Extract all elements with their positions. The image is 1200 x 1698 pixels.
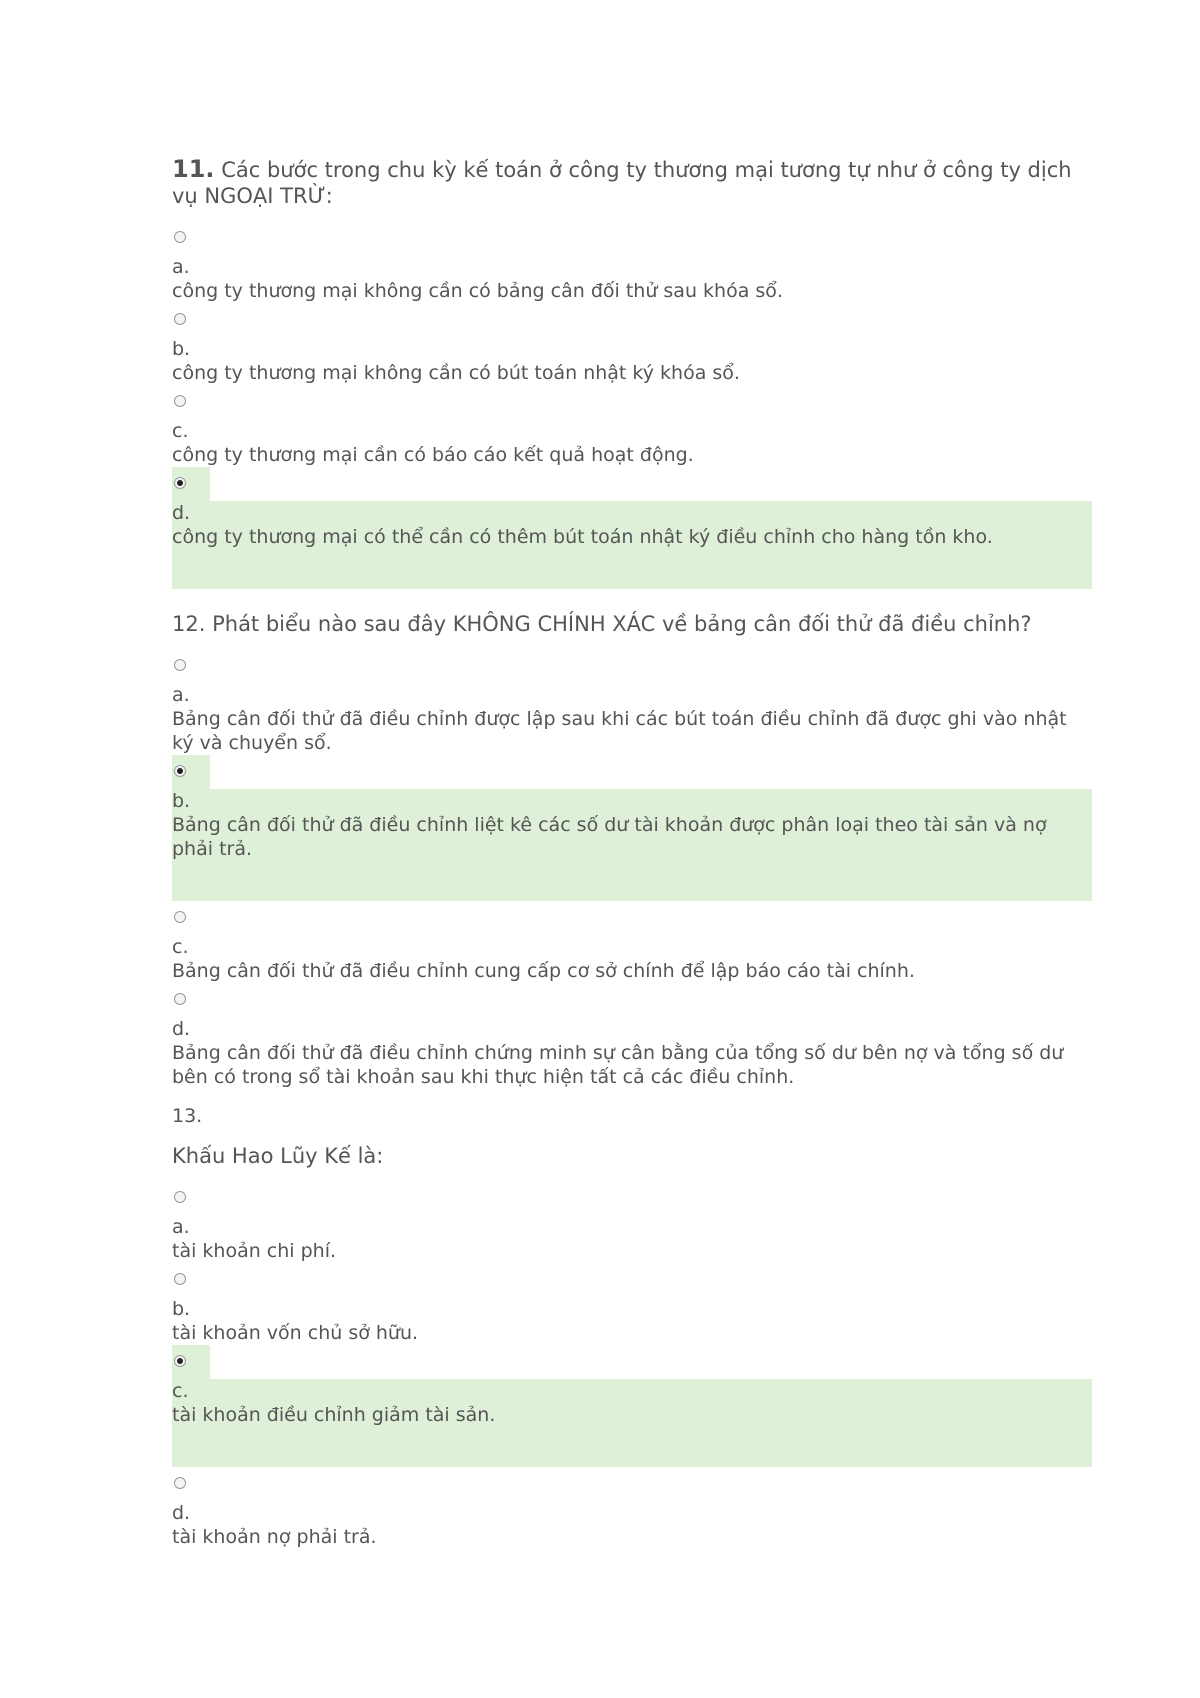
option-text: tài khoản vốn chủ sở hữu. — [172, 1322, 419, 1344]
option-text: tài khoản chi phí. — [172, 1240, 337, 1262]
radio-button[interactable] — [174, 231, 186, 243]
radio-button[interactable] — [174, 1477, 186, 1489]
radio-button[interactable] — [174, 659, 186, 671]
question-number: 13. — [172, 1105, 203, 1127]
option-text: công ty thương mại cần có báo cáo kết quả hoạt động. — [172, 444, 694, 466]
question-number: 12. — [172, 612, 206, 636]
answer-option-d[interactable] — [172, 983, 1092, 1089]
answer-option-d[interactable] — [172, 1467, 1092, 1549]
answer-option-c[interactable] — [172, 385, 1092, 467]
radio-button-checked[interactable] — [174, 765, 186, 777]
option-letter: b. — [172, 1298, 191, 1320]
option-letter: b. — [172, 790, 191, 812]
radio-button[interactable] — [174, 911, 186, 923]
question-11 — [172, 156, 1092, 589]
option-text: công ty thương mại không cần có bảng cân đối thử sau khóa sổ. — [172, 280, 783, 302]
option-text: tài khoản nợ phải trả. — [172, 1526, 377, 1548]
answer-option-c-selected[interactable] — [172, 1345, 1092, 1467]
radio-button[interactable] — [174, 993, 186, 1005]
question-12 — [172, 611, 1092, 1089]
quiz-page — [172, 156, 1092, 1549]
answer-option-d-selected[interactable] — [172, 467, 1092, 589]
radio-button[interactable] — [174, 1191, 186, 1203]
option-text: tài khoản điều chỉnh giảm tài sản. — [172, 1404, 496, 1426]
option-text: công ty thương mại không cần có bút toán nhật ký khóa sổ. — [172, 362, 740, 384]
answer-option-a[interactable] — [172, 221, 1092, 303]
question-title — [172, 156, 1092, 209]
answer-option-a[interactable] — [172, 1181, 1092, 1263]
option-text: Bảng cân đối thử đã điều chỉnh chứng minh sự cân bằng của tổng số dư bên nợ và tổng số dư bên có trong sổ tài khoản sau khi thực hiện tất cả các điều chỉnh. — [172, 1042, 1064, 1088]
question-text: Phát biểu nào sau đây KHÔNG CHÍNH XÁC về bảng cân đối thử đã điều chỉnh? — [212, 612, 1032, 636]
radio-button-checked[interactable] — [174, 1355, 186, 1367]
question-13 — [172, 1103, 1092, 1549]
option-letter: c. — [172, 420, 189, 442]
option-letter: d. — [172, 1018, 191, 1040]
answer-option-a[interactable] — [172, 649, 1092, 755]
question-text: Các bước trong chu kỳ kế toán ở công ty thương mại tương tự như ở công ty dịch vụ NGOẠI TRỪ: — [172, 158, 1072, 208]
option-text: Bảng cân đối thử đã điều chỉnh liệt kê các số dư tài khoản được phân loại theo tài sản và nợ phải trả. — [172, 814, 1047, 860]
option-letter: d. — [172, 1502, 191, 1524]
option-letter: a. — [172, 256, 190, 278]
option-letter: c. — [172, 1380, 189, 1402]
question-number: 11. — [172, 155, 215, 183]
radio-button-checked[interactable] — [174, 477, 186, 489]
option-letter: c. — [172, 936, 189, 958]
answer-option-b[interactable] — [172, 1263, 1092, 1345]
option-text: Bảng cân đối thử đã điều chỉnh cung cấp cơ sở chính để lập báo cáo tài chính. — [172, 960, 915, 982]
option-letter: a. — [172, 1216, 190, 1238]
option-letter: d. — [172, 502, 191, 524]
option-letter: b. — [172, 338, 191, 360]
option-text: Bảng cân đối thử đã điều chỉnh được lập sau khi các bút toán điều chỉnh đã được ghi vào nhật ký và chuyển sổ. — [172, 708, 1067, 754]
option-letter: a. — [172, 684, 190, 706]
answer-option-b-selected[interactable] — [172, 755, 1092, 901]
answer-option-b[interactable] — [172, 303, 1092, 385]
radio-button[interactable] — [174, 395, 186, 407]
question-title — [172, 611, 1092, 637]
question-text: Khấu Hao Lũy Kế là: — [172, 1144, 384, 1168]
option-text: công ty thương mại có thể cần có thêm bút toán nhật ký điều chỉnh cho hàng tồn kho. — [172, 526, 993, 548]
answer-option-c[interactable] — [172, 901, 1092, 983]
radio-button[interactable] — [174, 313, 186, 325]
radio-button[interactable] — [174, 1273, 186, 1285]
